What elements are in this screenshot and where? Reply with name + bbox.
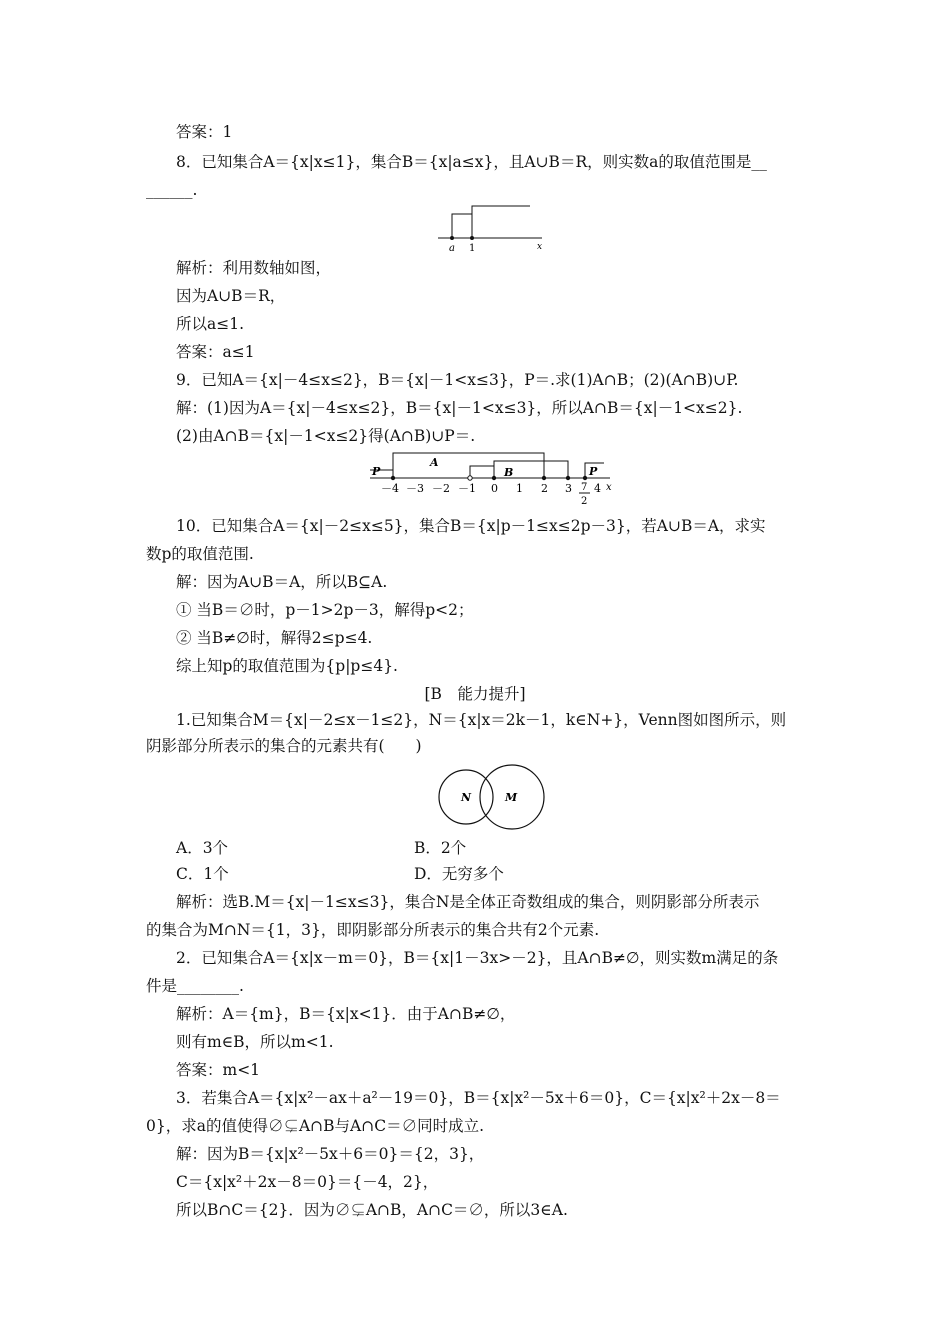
answer-8-line: 答案：a≤1 xyxy=(176,343,255,361)
tick-3: 3 xyxy=(565,482,572,495)
question-b2-line-2: 件是________. xyxy=(146,977,244,995)
set-a-bracket xyxy=(452,214,472,238)
set-b-bracket xyxy=(472,206,530,230)
label-b: B xyxy=(504,466,514,479)
tick-7-over-2-numerator: 7 xyxy=(581,482,588,493)
answer-line: 答案：1 xyxy=(176,123,233,141)
option-c: C．1个 xyxy=(176,865,229,883)
solution-8-line-3: 所以a≤1. xyxy=(176,315,245,333)
solution-10-line-3: ② 当B≠∅时，解得2≤p≤4. xyxy=(176,629,373,647)
option-b: B．2个 xyxy=(414,839,467,857)
solution-b2-line-1: 解析：A＝{m}，B＝{x|x<1}．由于A∩B≠∅， xyxy=(176,1005,516,1023)
venn-diagram xyxy=(436,762,550,834)
tick-minus-3: －3 xyxy=(406,482,424,495)
question-8-line-1: 8．已知集合A＝{x|x≤1}，集合B＝{x|a≤x}，且A∪B＝R，则实数a的取值范围是__ xyxy=(176,153,767,171)
answer-b2-line: 答案：m<1 xyxy=(176,1061,261,1079)
question-10-line-2: 数p的取值范围. xyxy=(146,545,254,563)
point-1 xyxy=(470,236,474,240)
solution-9-line-1: 解：(1)因为A＝{x|－4≤x≤2}，B＝{x|－1<x≤3}，所以A∩B＝{x|－1<x≤2}. xyxy=(176,399,743,417)
solution-10-line-4: 综上知p的取值范围为{p|p≤4}. xyxy=(176,657,398,675)
tick-0: 0 xyxy=(491,482,498,495)
question-9-line: 9．已知A＝{x|－4≤x≤2}，B＝{x|－1<x≤3}，P＝.求(1)A∩B；(2)(A∩B)∪P. xyxy=(176,371,739,389)
solution-10-line-1: 解：因为A∪B＝A，所以B⊆A. xyxy=(176,573,388,591)
point-minus-4 xyxy=(391,476,395,480)
point-0 xyxy=(492,476,496,480)
set-a-bracket xyxy=(393,453,544,478)
number-line-figure-2 xyxy=(364,448,624,508)
option-d: D．无穷多个 xyxy=(414,865,504,883)
question-b2-line-1: 2．已知集合A＝{x|x－m＝0}，B＝{x|1－3x>－2}，且A∩B≠∅，则实数m满足的条 xyxy=(176,949,779,967)
solution-9-line-2: (2)由A∩B＝{x|－1<x≤2}得(A∩B)∪P＝. xyxy=(176,427,476,445)
question-b1-line-2: 阴影部分所表示的集合的元素共有( ) xyxy=(146,737,422,755)
solution-b3-line-1: 解：因为B＝{x|x²－5x＋6＝0}＝{2，3}， xyxy=(176,1145,485,1163)
tick-minus-4: －4 xyxy=(381,482,399,495)
solution-b3-line-3: 所以B∩C＝{2}．因为∅⊊A∩B，A∩C＝∅，所以3∈A. xyxy=(176,1201,568,1219)
point-3 xyxy=(566,476,570,480)
solution-b3-line-2: C＝{x|x²＋2x－8＝0}＝{－4，2}， xyxy=(176,1173,439,1191)
solution-8-line-2: 因为A∪B＝R， xyxy=(176,287,286,305)
axis-label-x: x xyxy=(606,482,612,493)
point-7-2 xyxy=(583,476,587,480)
tick-label-a: a xyxy=(449,243,455,254)
tick-1: 1 xyxy=(516,482,523,495)
solution-b1-line-1: 解析：选B.M＝{x|－1≤x≤3}，集合N是全体正奇数组成的集合，则阴影部分所表示 xyxy=(176,893,760,911)
point-a xyxy=(450,236,454,240)
point-2 xyxy=(542,476,546,480)
section-heading: [B 能力提升] xyxy=(424,685,526,703)
tick-2: 2 xyxy=(541,482,548,495)
tick-minus-2: －2 xyxy=(432,482,450,495)
axis-label-x: x xyxy=(537,242,543,252)
label-p-right: P xyxy=(589,465,598,478)
question-10-line-1: 10．已知集合A＝{x|－2≤x≤5}，集合B＝{x|p－1≤x≤2p－3}，若A∪B＝A，求实 xyxy=(176,517,766,535)
label-n: N xyxy=(461,791,472,804)
tick-4: 4 xyxy=(594,482,601,495)
label-m: M xyxy=(505,791,518,804)
question-b3-line-1: 3．若集合A＝{x|x²－ax＋a²－19＝0}，B＝{x|x²－5x＋6＝0}，C＝{x|x²＋2x－8＝ xyxy=(176,1089,781,1107)
solution-8-line-1: 解析：利用数轴如图， xyxy=(176,259,332,277)
tick-7-over-2-denominator: 2 xyxy=(581,496,588,507)
inner-bracket xyxy=(470,466,494,478)
label-a: A xyxy=(430,456,439,469)
label-p-left: P xyxy=(372,465,381,478)
solution-10-line-2: ① 当B＝∅时，p－1>2p－3，解得p<2； xyxy=(176,601,474,619)
question-8-line-2: ______. xyxy=(146,181,198,199)
solution-b1-line-2: 的集合为M∩N＝{1，3}，即阴影部分所表示的集合共有2个元素. xyxy=(146,921,600,939)
tick-minus-1: －1 xyxy=(458,482,476,495)
solution-b2-line-2: 则有m∈B，所以m<1. xyxy=(176,1033,334,1051)
question-b3-line-2: 0}，求a的值使得∅⊊A∩B与A∩C＝∅同时成立. xyxy=(146,1117,485,1135)
option-a: A．3个 xyxy=(176,839,229,857)
tick-label-1: 1 xyxy=(469,243,476,254)
number-line-figure-1 xyxy=(430,200,560,255)
question-b1-line-1: 1.已知集合M＝{x|－2≤x－1≤2}，N＝{x|x＝2k－1，k∈N+}，Venn图如图所示，则 xyxy=(176,711,787,729)
point-minus-1-open xyxy=(468,476,472,480)
